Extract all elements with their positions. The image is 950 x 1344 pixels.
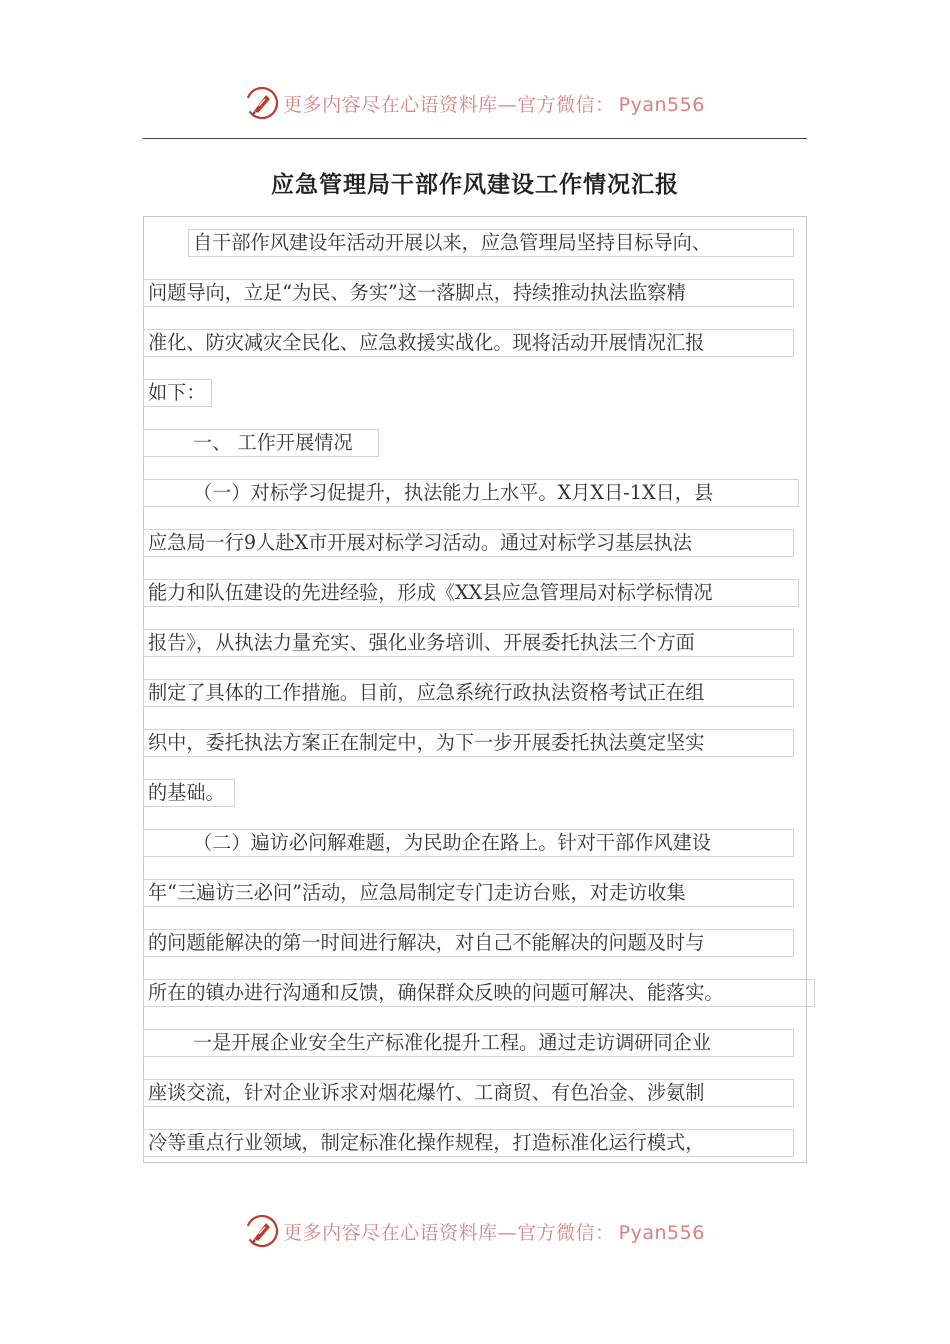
paragraph-line: 能力和队伍建设的先进经验，形成《XX县应急管理局对标学标情况	[143, 579, 799, 607]
header-divider	[143, 138, 807, 139]
watermark-handle: Pyan556	[618, 1221, 705, 1244]
watermark-text: 更多内容尽在心语资料库—官方微信： Pyan556	[283, 1221, 705, 1244]
paragraph-line: 如下：	[143, 379, 212, 407]
paragraph-line: 自干部作风建设年活动开展以来，应急管理局坚持目标导向、	[188, 229, 794, 257]
paragraph-line: （一）对标学习促提升，执法能力上水平。X月X日-1X日，县	[143, 479, 799, 507]
paragraph-line: 织中，委托执法方案正在制定中，为下一步开展委托执法奠定坚实	[143, 729, 794, 757]
header-watermark	[0, 83, 950, 123]
paragraph-line: 一是开展企业安全生产标准化提升工程。通过走访调研同企业	[143, 1029, 794, 1057]
paragraph-line: 报告》，从执法力量充实、强化业务培训、开展委托执法三个方面	[143, 629, 794, 657]
paragraph-line: 所在的镇办进行沟通和反馈，确保群众反映的问题可解决、能落实。	[143, 979, 815, 1007]
pen-nib-icon	[245, 1214, 279, 1248]
paragraph-line: 冷等重点行业领域，制定标准化操作规程，打造标准化运行模式，	[143, 1129, 794, 1157]
paragraph-line: 的问题能解决的第一时间进行解决，对自己不能解决的问题及时与	[143, 929, 794, 957]
pen-nib-icon	[245, 86, 279, 120]
document-title: 应急管理局干部作风建设工作情况汇报	[271, 172, 679, 198]
paragraph-line: 年“三遍访三必问”活动，应急局制定专门走访台账，对走访收集	[143, 879, 794, 907]
paragraph-line: 问题导向，立足“为民、务实”这一落脚点，持续推动执法监察精	[143, 279, 794, 307]
watermark-handle: Pyan556	[618, 93, 705, 116]
paragraph-line: 座谈交流，针对企业诉求对烟花爆竹、工商贸、有色冶金、涉氨制	[143, 1079, 794, 1107]
paragraph-line: 应急局一行9人赴X市开展对标学习活动。通过对标学习基层执法	[143, 529, 794, 557]
paragraph-line: 准化、防灾减灾全民化、应急救援实战化。现将活动开展情况汇报	[143, 329, 794, 357]
paragraph-line: （二）遍访必问解难题，为民助企在路上。针对干部作风建设	[143, 829, 794, 857]
watermark-text: 更多内容尽在心语资料库—官方微信： Pyan556	[283, 93, 705, 116]
footer-watermark	[0, 1211, 950, 1251]
section-heading: 一、 工作开展情况	[143, 429, 379, 457]
paragraph-line: 制定了具体的工作措施。目前，应急系统行政执法资格考试正在组	[143, 679, 794, 707]
paragraph-line: 的基础。	[143, 779, 235, 807]
